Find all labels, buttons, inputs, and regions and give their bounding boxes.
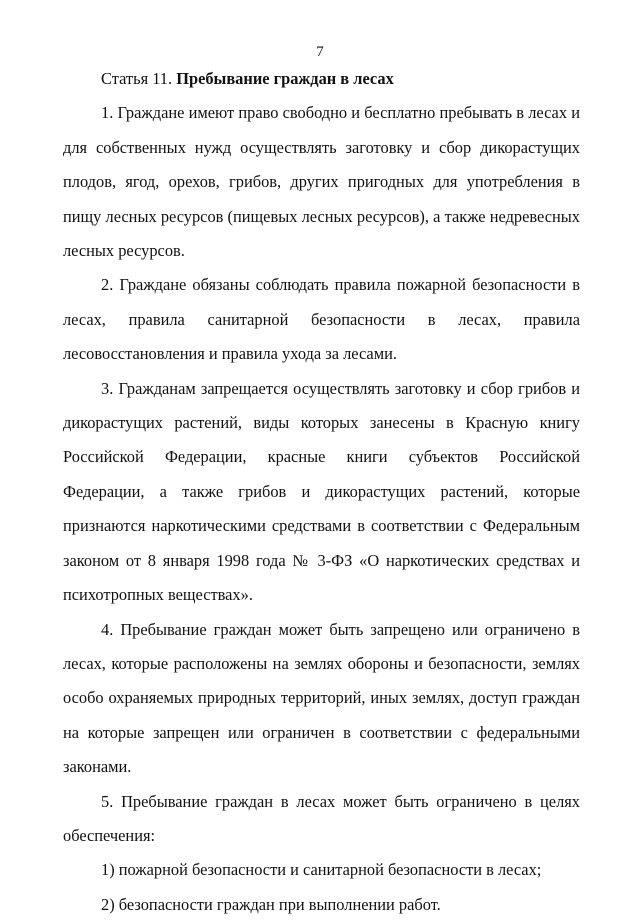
article-prefix: Статья 11. bbox=[101, 69, 173, 88]
page-number: 7 bbox=[316, 44, 324, 60]
paragraph-4: 4. Пребывание граждан может быть запрещено или ограничено в лесах, которые расположены на землях обороны и безопасности, землях особо охраняемых природных территорий, иных землях, доступ граждан на которые запрещен или ограничен в соответствии с федеральными законами. bbox=[63, 619, 580, 777]
paragraph-3: 3. Гражданам запрещается осуществлять заготовку и сбор грибов и дикорастущих растений, виды которых занесены в Красную книгу Российской Федерации, красные книги субъектов Российской Федерации, а также грибов и дикорастущих растений, которые признаются наркотическими средствами в соответствии с Федеральным законом от 8 января 1998 года № 3-ФЗ «О наркотических средствах и психотропных веществах». bbox=[63, 378, 580, 605]
paragraph-2: 2. Граждане обязаны соблюдать правила пожарной безопасности в лесах, правила санитарной безопасности в лесах, правила лесовосстановления и правила ухода за лесами. bbox=[63, 275, 580, 364]
paragraph-5: 5. Пребывание граждан в лесах может быть ограничено в целях обеспечения: bbox=[63, 791, 580, 845]
article-title: Пребывание граждан в лесах bbox=[176, 69, 394, 88]
article-body bbox=[63, 62, 580, 922]
list-item-1: 1) пожарной безопасности и санитарной безопасности в лесах; bbox=[101, 860, 542, 880]
list-item-2: 2) безопасности граждан при выполнении работ. bbox=[101, 894, 441, 914]
paragraph-1: 1. Граждане имеют право свободно и бесплатно пребывать в лесах и для собственных нужд осуществлять заготовку и сбор дикорастущих плодов, ягод, орехов, грибов, других пригодных для употребления в пищу лесных ресурсов (пищевых лесных ресурсов), а также недревесных лесных ресурсов. bbox=[63, 103, 580, 261]
article-heading bbox=[63, 62, 580, 96]
